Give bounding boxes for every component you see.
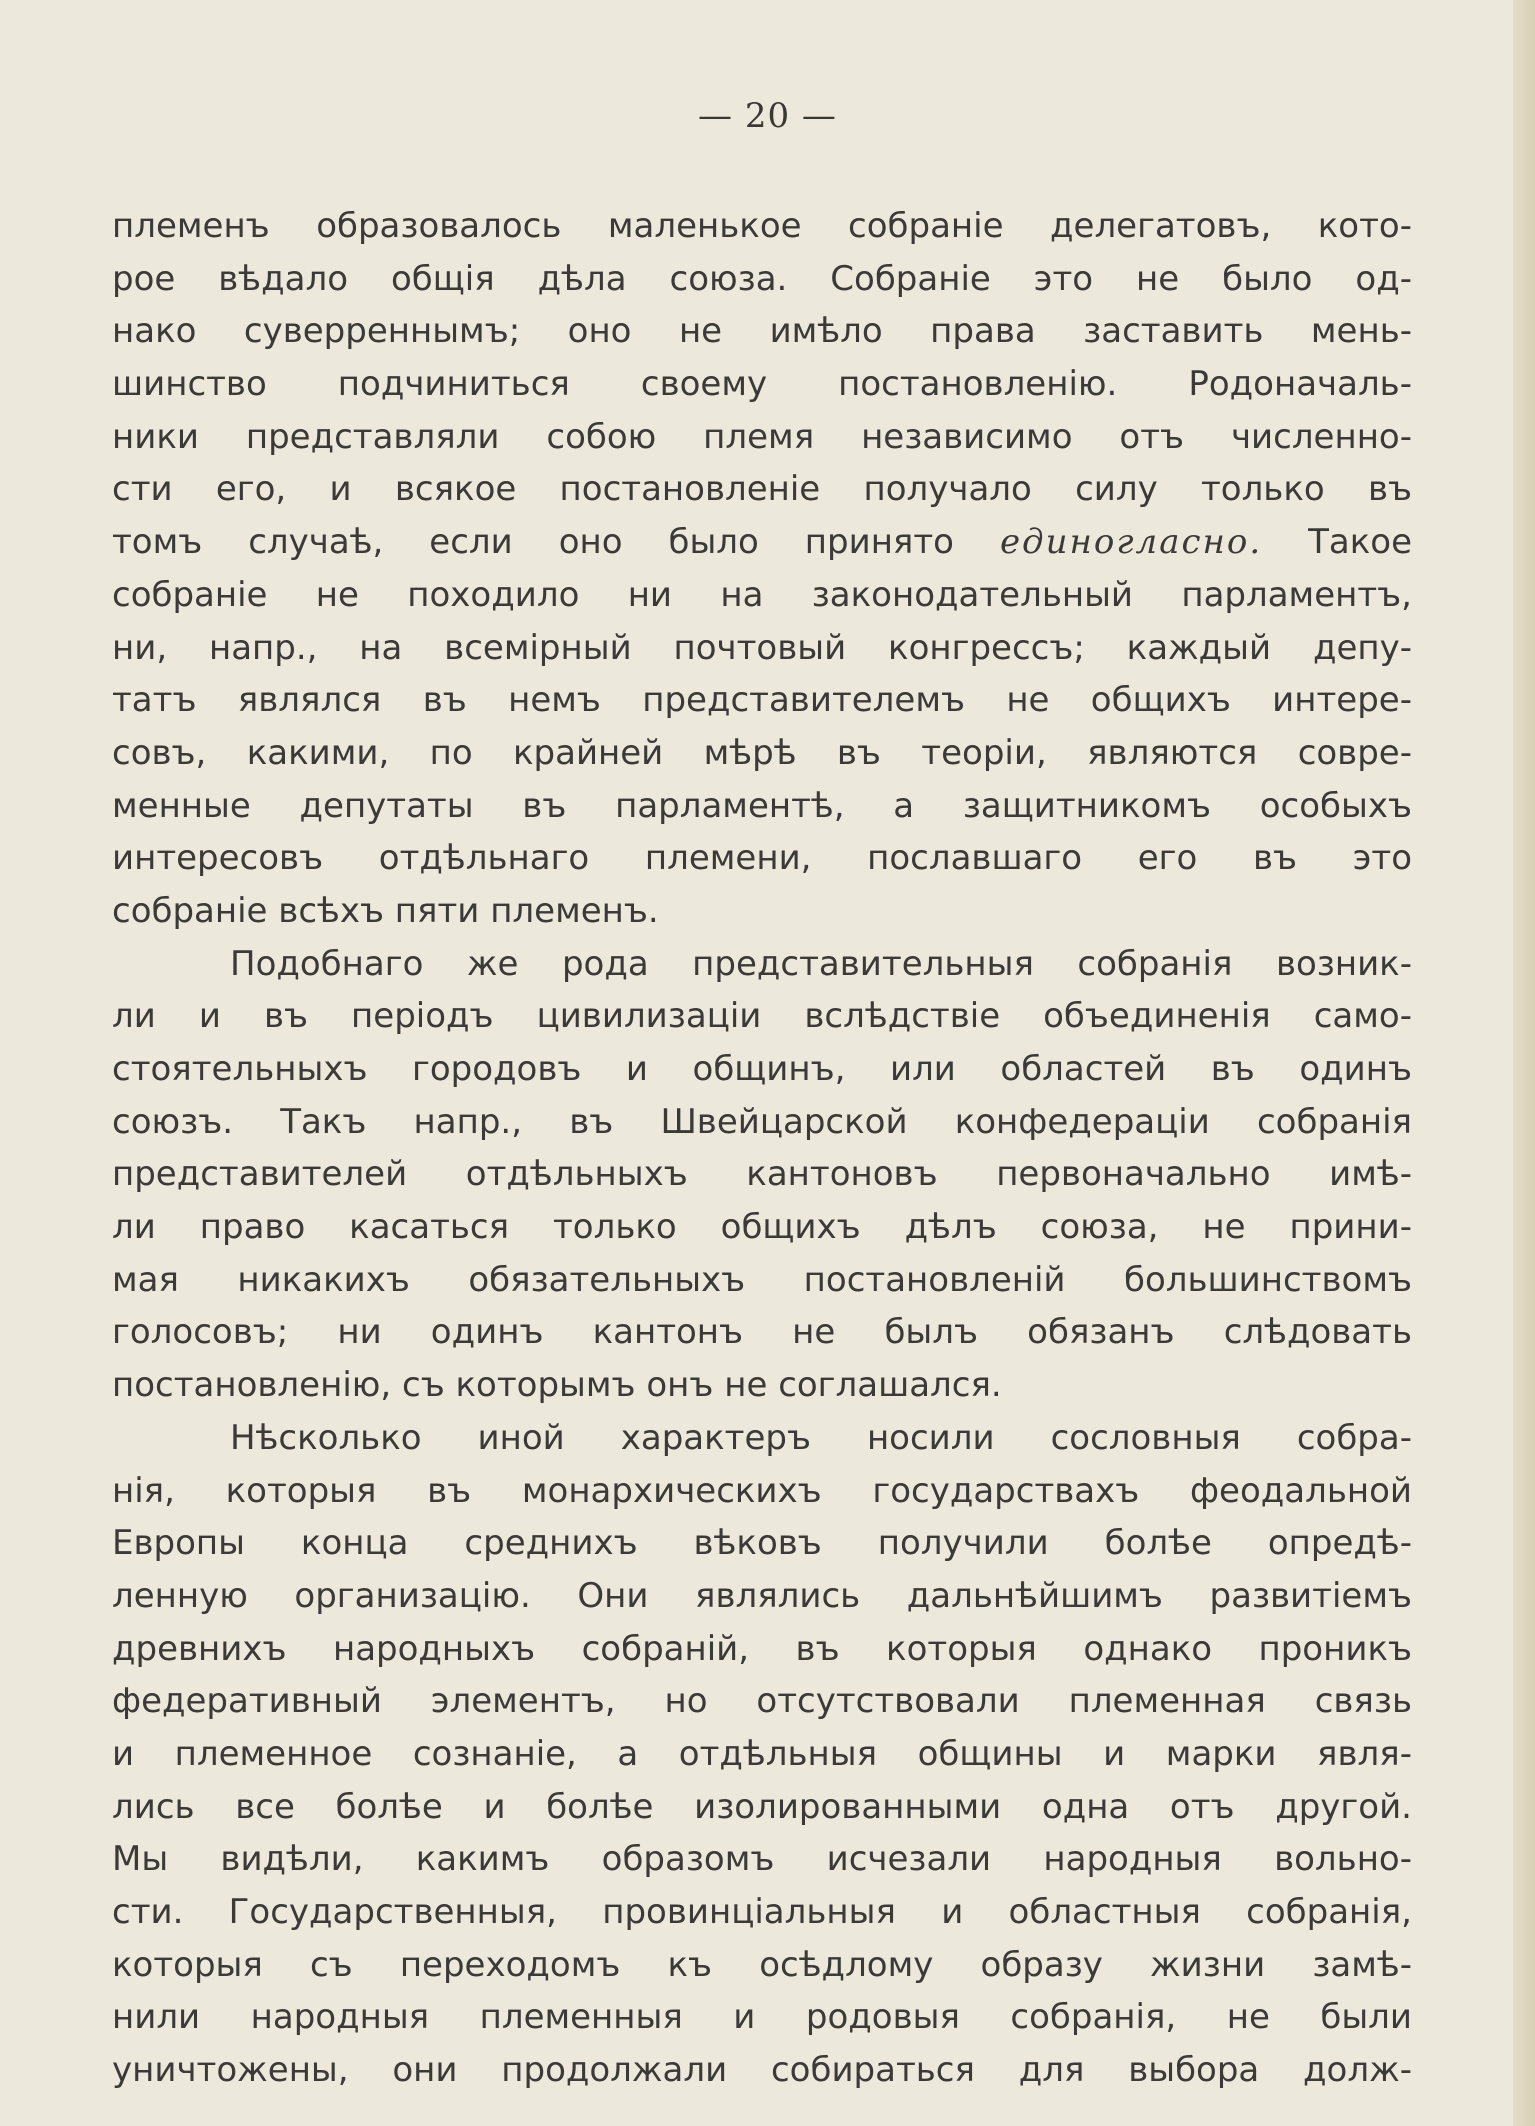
page-number: — 20 — <box>698 96 837 136</box>
text-line: ники представляли собою племя независимо отъ численно- <box>112 416 1412 457</box>
text-line: лись все болѣе и болѣе изолированными одна отъ другой. <box>112 1786 1412 1827</box>
text-line: сти его, и всякое постановленіе получало силу только въ <box>112 469 1412 510</box>
text-line <box>112 516 1412 569</box>
text-segment: томъ случаѣ, если оно было принято <box>112 522 1000 563</box>
text-line: которыя съ переходомъ къ осѣдлому образу жизни замѣ- <box>112 1944 1412 1985</box>
text-line: татъ являлся въ немъ представителемъ не общихъ интере- <box>112 680 1412 721</box>
text-line: нія, которыя въ монархическихъ государствахъ феодальной <box>112 1470 1412 1511</box>
text-line: древнихъ народныхъ собраній, въ которыя однако проникъ <box>112 1628 1412 1669</box>
text-line: федеративный элементъ, но отсутствовали племенная связь <box>112 1681 1412 1722</box>
text-line: совъ, какими, по крайней мѣрѣ въ теоріи, являются совре- <box>112 732 1412 773</box>
text-line: ли и въ періодъ цивилизаціи вслѣдствіе объединенія само- <box>112 996 1412 1037</box>
text-line: нако суверреннымъ; оно не имѣло права заставить мень- <box>112 311 1412 352</box>
text-line: мая никакихъ обязательныхъ постановленій большинствомъ <box>112 1259 1412 1300</box>
text-line: Мы видѣли, какимъ образомъ исчезали народныя вольно- <box>112 1839 1412 1880</box>
text-line: ни, напр., на всемірный почтовый конгрессъ; каждый депу- <box>112 627 1412 668</box>
text-line: рое вѣдало общія дѣла союза. Собраніе это не было од- <box>112 258 1412 299</box>
text-line: племенъ образовалось маленькое собраніе делегатовъ, кото- <box>112 206 1412 246</box>
text-line: союзъ. Такъ напр., въ Швейцарской конфедераціи собранія <box>112 1101 1412 1142</box>
text-line: нили народныя племенныя и родовыя собранія, не были <box>112 1997 1412 2038</box>
text-line: постановленію, съ которымъ онъ не соглашался. <box>112 1365 1002 1406</box>
body-text <box>112 200 1412 2097</box>
text-line: сти. Государственныя, провинціальныя и областныя собранія, <box>112 1892 1412 1932</box>
text-line: ли право касаться только общихъ дѣлъ союза, не прини- <box>112 1207 1412 1248</box>
text-line: интересовъ отдѣльнаго племени, пославшаго его въ это <box>112 838 1412 879</box>
text-line: уничтожены, они продолжали собираться для выбора долж- <box>112 2050 1412 2091</box>
text-line: Подобнаго же рода представительныя собранія возник- <box>230 943 1412 984</box>
text-line: собраніе не походило ни на законодательный парламентъ, <box>112 574 1412 615</box>
emphasized-word: единогласно. <box>999 522 1263 563</box>
text-line: собраніе всѣхъ пяти племенъ. <box>112 890 659 931</box>
text-line: Нѣсколько иной характеръ носили сословныя собра- <box>230 1417 1412 1458</box>
text-line: шинство подчиниться своему постановленію. Родоначаль- <box>112 364 1412 405</box>
text-line: Европы конца среднихъ вѣковъ получили болѣе опредѣ- <box>112 1523 1412 1564</box>
text-line: представителей отдѣльныхъ кантоновъ первоначально имѣ- <box>112 1154 1412 1195</box>
text-line: ленную организацію. Они являлись дальнѣйшимъ развитіемъ <box>112 1575 1412 1616</box>
text-line: и племенное сознаніе, а отдѣльныя общины и марки явля- <box>112 1733 1412 1774</box>
text-line: голосовъ; ни одинъ кантонъ не былъ обязанъ слѣдовать <box>112 1312 1412 1353</box>
page-edge-shadow <box>1513 0 1535 2126</box>
text-segment: Такое <box>1262 522 1412 563</box>
text-line: стоятельныхъ городовъ и общинъ, или областей въ одинъ <box>112 1049 1412 1089</box>
text-line: менные депутаты въ парламентѣ, а защитникомъ особыхъ <box>112 785 1412 826</box>
